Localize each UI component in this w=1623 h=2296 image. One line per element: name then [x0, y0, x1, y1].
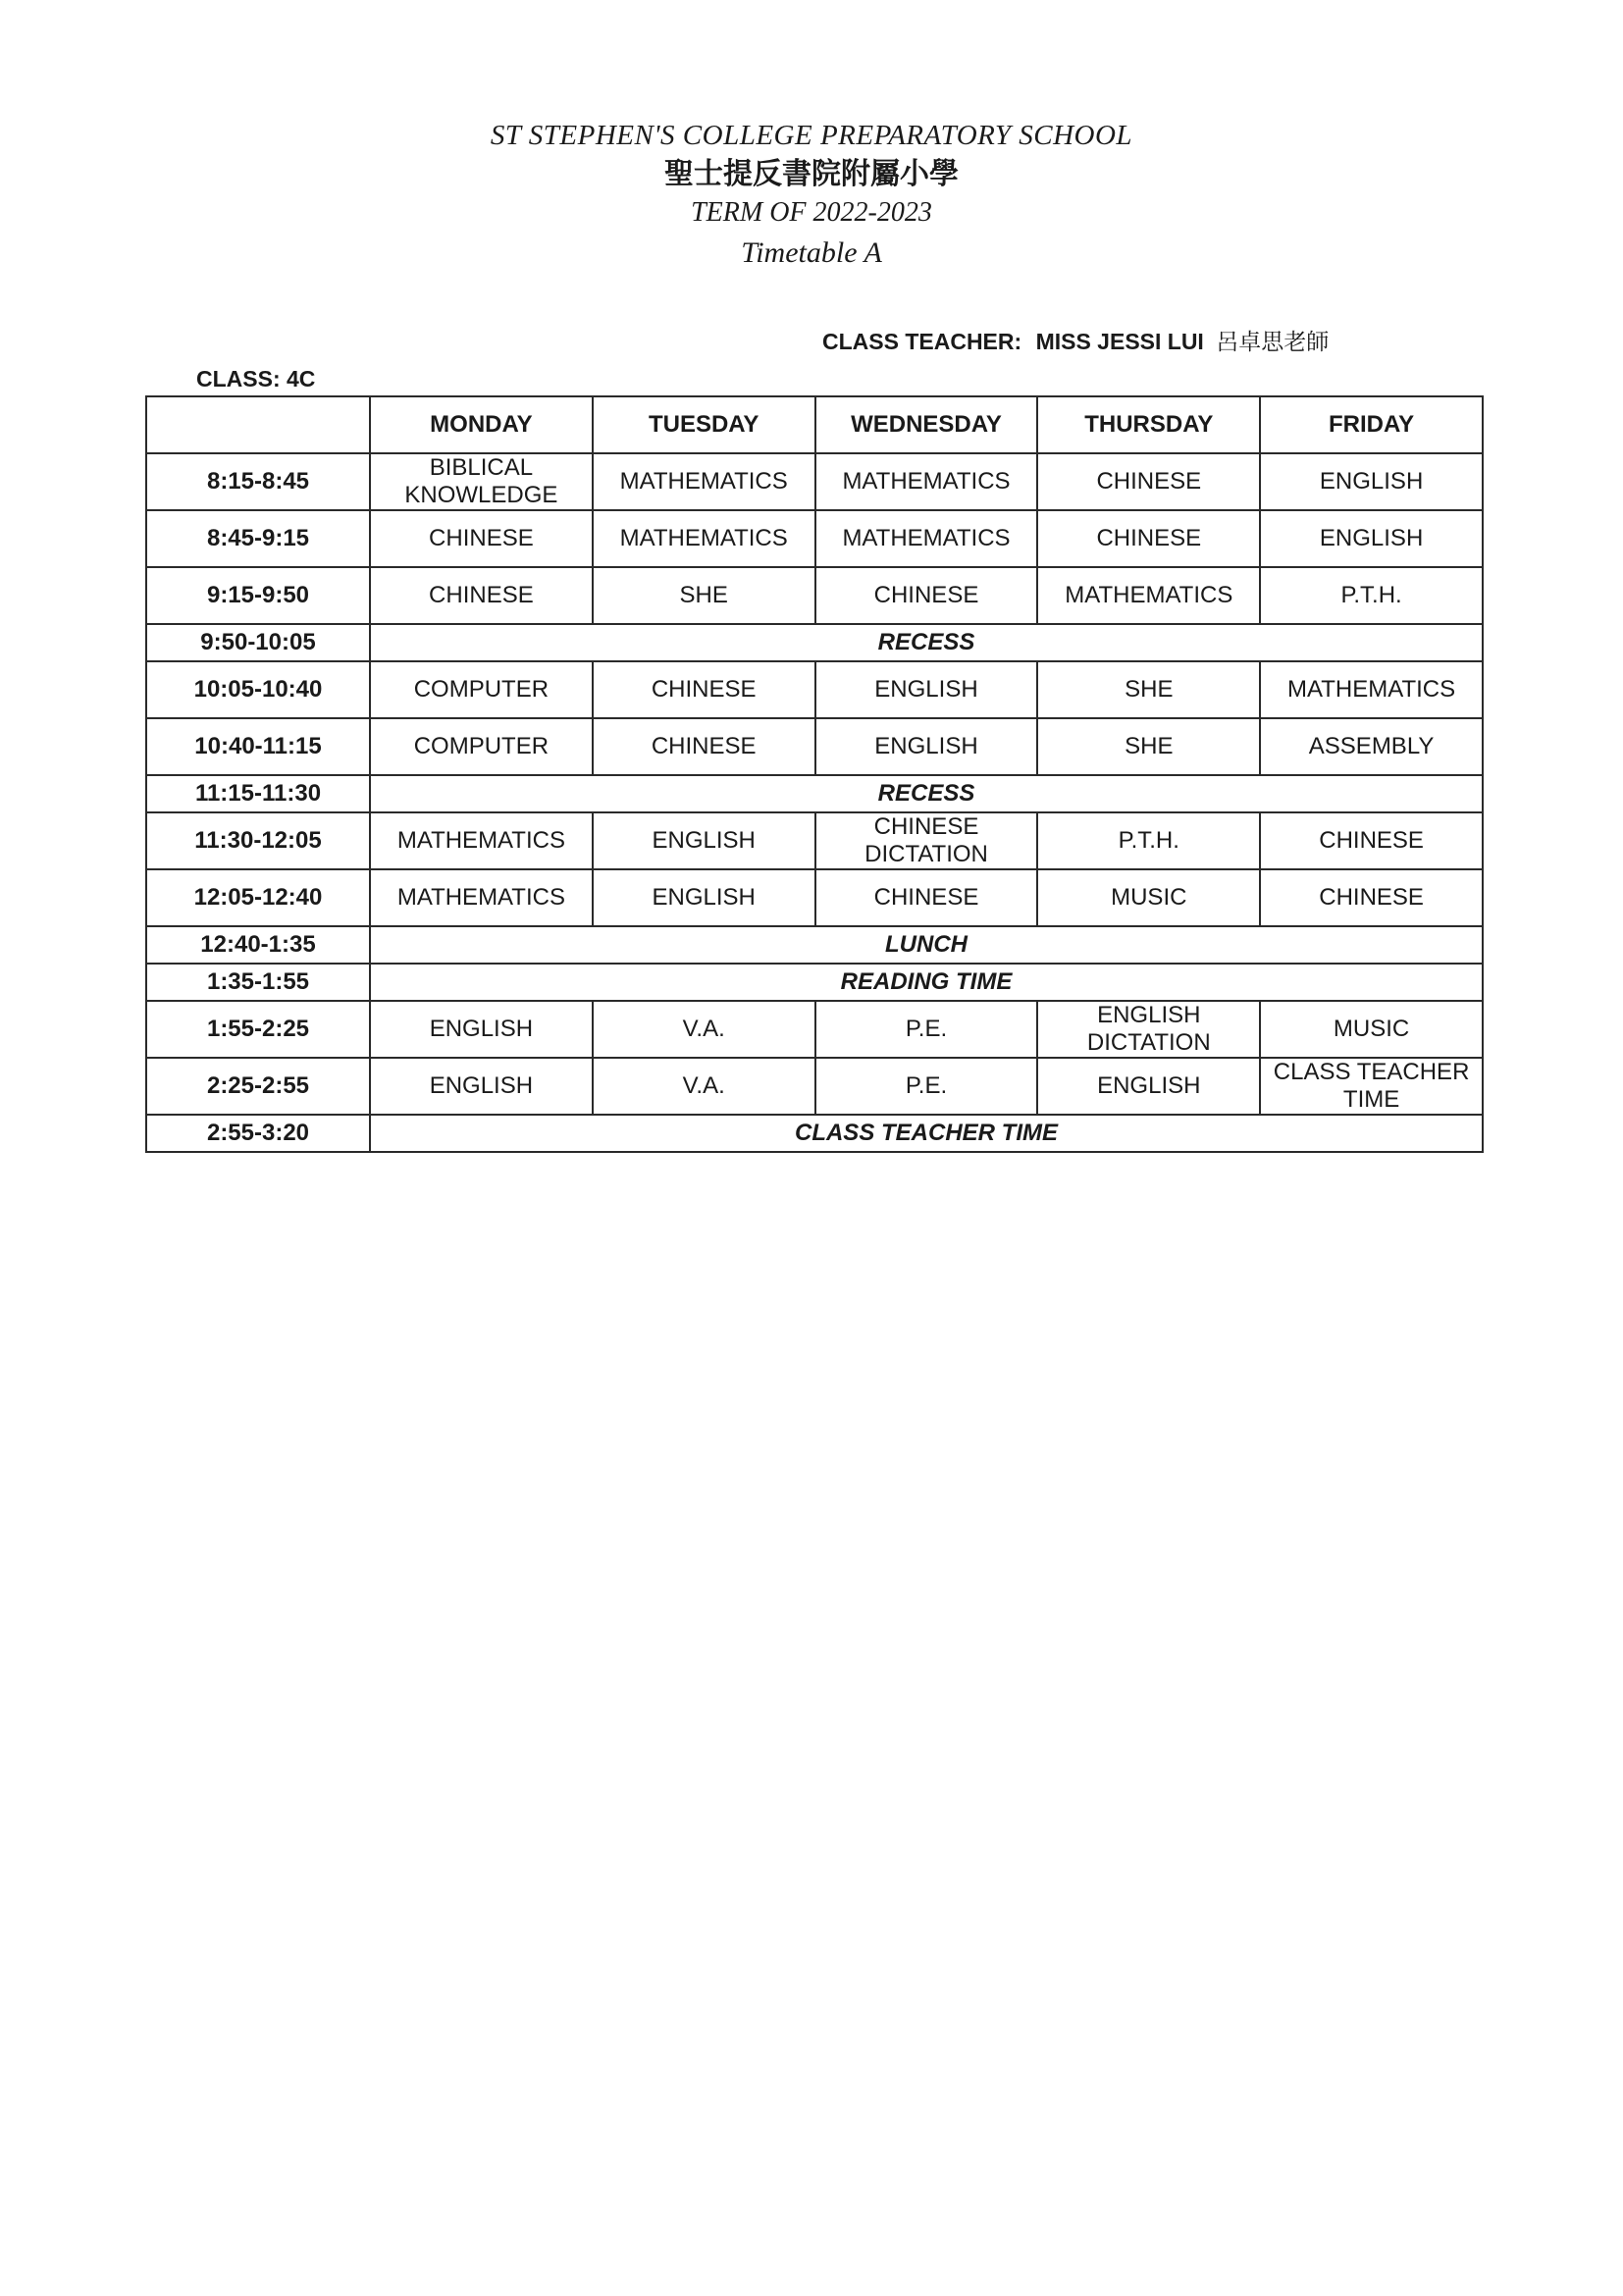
corner-cell [146, 396, 370, 453]
lesson-row [146, 1058, 1483, 1115]
timetable-label: Timetable A [741, 236, 882, 269]
subject-cell: MATHEMATICS [815, 453, 1038, 510]
subject-cell: V.A. [593, 1001, 815, 1058]
subject-cell: P.E. [815, 1058, 1038, 1115]
class-teacher-line [822, 324, 1329, 356]
subject-cell: MATHEMATICS [1260, 661, 1483, 718]
subject-cell: CHINESE [1260, 812, 1483, 869]
subject-cell: ENGLISH [1260, 510, 1483, 567]
subject-cell: ENGLISH [593, 869, 815, 926]
day-header: FRIDAY [1260, 396, 1483, 453]
subject-cell: MUSIC [1037, 869, 1260, 926]
subject-cell: MATHEMATICS [815, 510, 1038, 567]
period-time: 2:55-3:20 [146, 1115, 370, 1152]
subject-cell: MATHEMATICS [593, 453, 815, 510]
timetable-table [145, 395, 1484, 1153]
timetable-body [146, 453, 1483, 1152]
day-header: THURSDAY [1037, 396, 1260, 453]
lesson-row [146, 869, 1483, 926]
period-time: 10:05-10:40 [146, 661, 370, 718]
period-time: 11:30-12:05 [146, 812, 370, 869]
subject-cell: SHE [1037, 661, 1260, 718]
subject-cell: SHE [593, 567, 815, 624]
class-teacher-name-chinese: 呂卓思老師 [1216, 330, 1330, 355]
lesson-row [146, 567, 1483, 624]
subject-cell: CHINESE [370, 567, 593, 624]
subject-cell: V.A. [593, 1058, 815, 1115]
subject-cell: CHINESE [370, 510, 593, 567]
subject-cell: COMPUTER [370, 718, 593, 775]
day-header: TUESDAY [593, 396, 815, 453]
class-teacher-label: CLASS TEACHER: [822, 329, 1022, 354]
subject-cell: CHINESE [815, 869, 1038, 926]
break-row [146, 1115, 1483, 1152]
subject-cell: CHINESE [815, 567, 1038, 624]
subject-cell: ENGLISH [1037, 1058, 1260, 1115]
break-label: RECESS [370, 624, 1483, 661]
class-label: CLASS: 4C [196, 366, 316, 391]
break-label: READING TIME [370, 964, 1483, 1001]
subject-cell: MATHEMATICS [1037, 567, 1260, 624]
subject-cell: CHINESE [1037, 510, 1260, 567]
lesson-row [146, 510, 1483, 567]
subject-cell: ENGLISH [370, 1001, 593, 1058]
period-time: 10:40-11:15 [146, 718, 370, 775]
subject-cell: ASSEMBLY [1260, 718, 1483, 775]
break-row [146, 964, 1483, 1001]
day-header: MONDAY [370, 396, 593, 453]
subject-cell: COMPUTER [370, 661, 593, 718]
period-time: 2:25-2:55 [146, 1058, 370, 1115]
period-time: 11:15-11:30 [146, 775, 370, 812]
period-time: 12:05-12:40 [146, 869, 370, 926]
period-time: 9:15-9:50 [146, 567, 370, 624]
period-time: 12:40-1:35 [146, 926, 370, 964]
timetable-header-row [146, 396, 1483, 453]
period-time: 8:45-9:15 [146, 510, 370, 567]
subject-cell: ENGLISH [593, 812, 815, 869]
school-name: ST STEPHEN'S COLLEGE PREPARATORY SCHOOL [490, 120, 1133, 151]
subject-cell: P.T.H. [1037, 812, 1260, 869]
class-teacher-name: MISS JESSI LUI [1035, 329, 1204, 354]
subject-cell: CLASS TEACHER TIME [1260, 1058, 1483, 1115]
subject-cell: ENGLISH [815, 661, 1038, 718]
break-row [146, 624, 1483, 661]
term-label: TERM OF 2022-2023 [691, 197, 932, 228]
subject-cell: ENGLISH [370, 1058, 593, 1115]
subject-cell: ENGLISH [815, 718, 1038, 775]
break-row [146, 926, 1483, 964]
subject-cell: MUSIC [1260, 1001, 1483, 1058]
lesson-row [146, 1001, 1483, 1058]
period-time: 1:35-1:55 [146, 964, 370, 1001]
day-header: WEDNESDAY [815, 396, 1038, 453]
subject-cell: MATHEMATICS [370, 869, 593, 926]
subject-cell: P.E. [815, 1001, 1038, 1058]
break-label: LUNCH [370, 926, 1483, 964]
break-label: RECESS [370, 775, 1483, 812]
lesson-row [146, 812, 1483, 869]
period-time: 8:15-8:45 [146, 453, 370, 510]
lesson-row [146, 453, 1483, 510]
subject-cell: CHINESE [1037, 453, 1260, 510]
break-label: CLASS TEACHER TIME [370, 1115, 1483, 1152]
lesson-row [146, 718, 1483, 775]
subject-cell: MATHEMATICS [370, 812, 593, 869]
subject-cell: ENGLISH DICTATION [1037, 1001, 1260, 1058]
document-header [0, 116, 1623, 275]
subject-cell: MATHEMATICS [593, 510, 815, 567]
subject-cell: BIBLICAL KNOWLEDGE [370, 453, 593, 510]
school-name-chinese: 聖士提反書院附屬小學 [664, 157, 959, 191]
subject-cell: P.T.H. [1260, 567, 1483, 624]
subject-cell: CHINESE DICTATION [815, 812, 1038, 869]
subject-cell: CHINESE [593, 718, 815, 775]
period-time: 9:50-10:05 [146, 624, 370, 661]
subject-cell: CHINESE [1260, 869, 1483, 926]
subject-cell: SHE [1037, 718, 1260, 775]
break-row [146, 775, 1483, 812]
subject-cell: ENGLISH [1260, 453, 1483, 510]
lesson-row [146, 661, 1483, 718]
subject-cell: CHINESE [593, 661, 815, 718]
period-time: 1:55-2:25 [146, 1001, 370, 1058]
